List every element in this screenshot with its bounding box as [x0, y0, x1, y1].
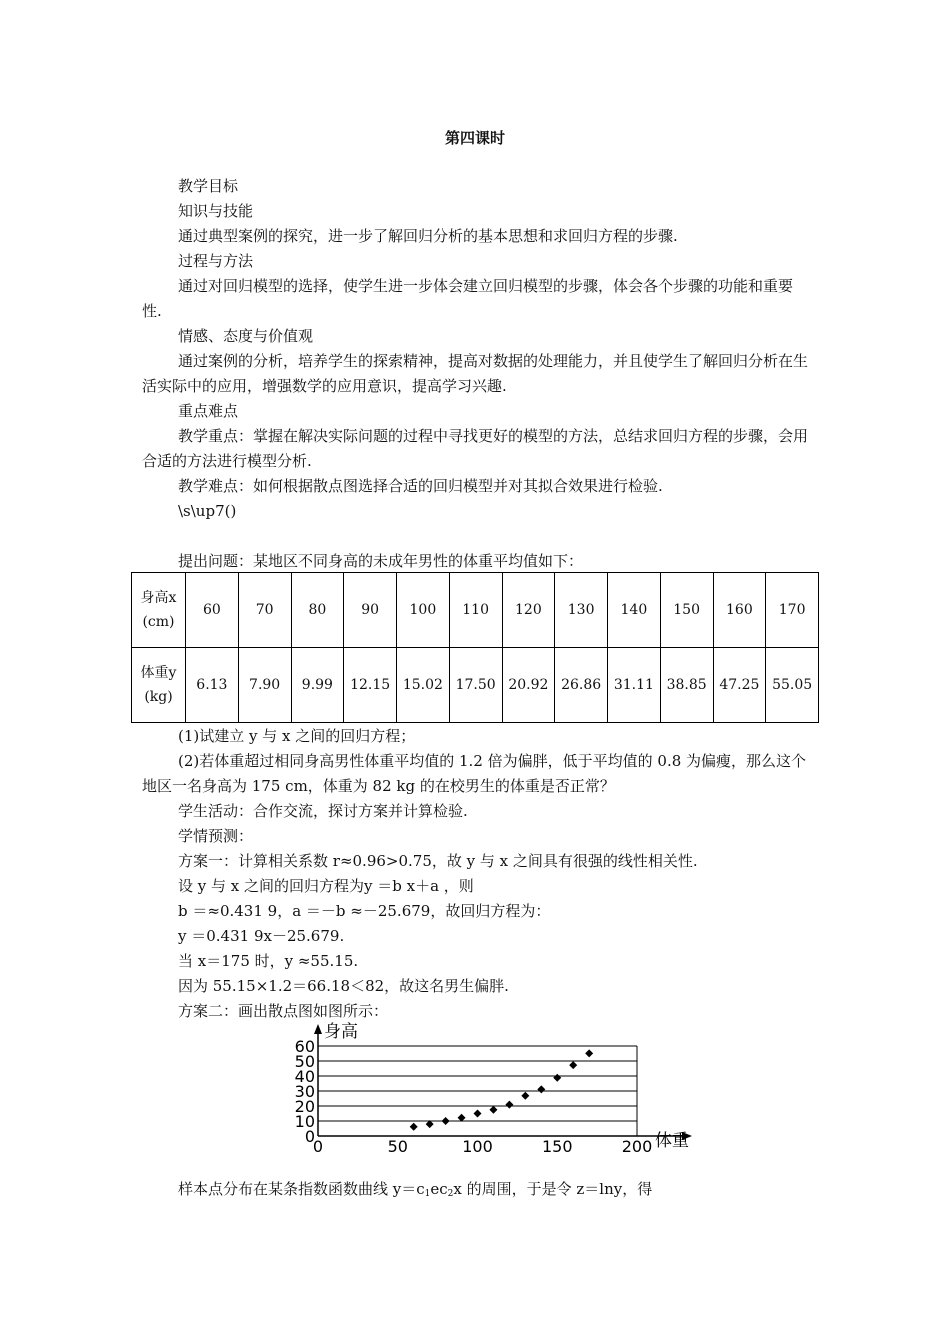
plan1-line6: 因为 55.15×1.2＝66.18＜82，故这名男生偏胖. [178, 977, 509, 995]
prediction-heading: 学情预测： [178, 827, 254, 845]
data-point [585, 1049, 593, 1057]
data-point [537, 1085, 545, 1093]
table-cell: 100 [397, 573, 450, 648]
knowledge-heading: 知识与技能 [178, 202, 254, 220]
focus-text: 教学重点：掌握在解决实际问题的过程中寻找更好的模型的方法，总结求回归方程的步骤，会用合适的方法进行模型分析. [142, 427, 809, 470]
problem-intro: 提出问题：某地区不同身高的未成年男性的体重平均值如下： [178, 552, 584, 570]
table-cell: 9.99 [291, 648, 344, 723]
table-cell: 70 [238, 573, 291, 648]
y-axis-arrow-icon [314, 1024, 322, 1034]
table-cell: 31.11 [608, 648, 661, 723]
y-axis-label: 身高 [324, 1022, 358, 1042]
table-row [132, 573, 819, 648]
table-cell: 80 [291, 573, 344, 648]
table-cell: 150 [660, 573, 713, 648]
y-tick-label: 50 [294, 1052, 315, 1071]
data-points [410, 1049, 593, 1130]
table-cell: 55.05 [766, 648, 819, 723]
table-cell: 26.86 [555, 648, 608, 723]
page-title: 第四课时 [444, 129, 505, 147]
table-cell: 12.15 [344, 648, 397, 723]
data-point [474, 1109, 482, 1117]
knowledge-text: 通过典型案例的探究，进一步了解回归分析的基本思想和求回归方程的步骤. [178, 227, 678, 245]
question-2: (2)若体重超过相同身高男性体重平均值的 1.2 倍为偏胖，低于平均值的 0.8 为偏瘦，那么这个地区一名身高为 175 cm，体重为 82 kg 的在校男生的体重是否正常？ [142, 752, 807, 795]
y-tick-label: 40 [294, 1067, 315, 1086]
x-axis-label: 体重 [655, 1131, 689, 1151]
final-text-post: x 的周围，于是令 z＝lny，得 [453, 1180, 653, 1198]
height-weight-table [131, 572, 819, 723]
difficulty-text: 教学难点：如何根据散点图选择合适的回归模型并对其拟合效果进行检验. [178, 477, 663, 495]
table-cell: 60 [186, 573, 239, 648]
emotion-text: 通过案例的分析，培养学生的探索精神，提高对数据的处理能力，并且使学生了解回归分析在生活实际中的应用，增强数学的应用意识，提高学习兴趣. [142, 352, 809, 395]
x-tick-label: 0 [312, 1137, 324, 1152]
plan2-line1: 方案二：画出散点图如图所示： [178, 1002, 389, 1020]
table-cell: 15.02 [397, 648, 450, 723]
row-header-weight: 体重y(kg) [132, 648, 186, 723]
plan1-line2: 设 y 与 x 之间的回归方程为y ＝b x＋a ，则 [178, 877, 474, 895]
y-tick-label: 30 [294, 1082, 315, 1101]
final-subscript-1: 1 [424, 1189, 431, 1199]
table-cell: 6.13 [186, 648, 239, 723]
table-cell: 140 [608, 573, 661, 648]
plan1-line4: y ＝0.431 9x－25.679. [178, 927, 345, 945]
data-point [553, 1074, 561, 1082]
data-point [442, 1117, 450, 1125]
y-tick-label: 20 [294, 1097, 315, 1116]
table-cell: 160 [713, 573, 766, 648]
y-tick-label: 0 [304, 1127, 315, 1146]
field-code-text: \s\up7() [178, 502, 237, 520]
table-cell: 120 [502, 573, 555, 648]
tick-labels [295, 1037, 653, 1152]
grid-lines [318, 1046, 637, 1136]
emotion-heading: 情感、态度与价值观 [178, 327, 314, 345]
table-cell: 20.92 [502, 648, 555, 723]
final-line [142, 1177, 812, 1207]
data-point [505, 1101, 513, 1109]
table-cell: 47.25 [713, 648, 766, 723]
table-cell: 130 [555, 573, 608, 648]
final-text-pre: 样本点分布在某条指数函数曲线 y＝c [178, 1180, 425, 1198]
question-1: (1)试建立 y 与 x 之间的回归方程； [178, 727, 416, 745]
data-point [410, 1123, 418, 1131]
table-cell: 90 [344, 573, 397, 648]
objectives-heading: 教学目标 [178, 177, 239, 195]
data-point [569, 1061, 577, 1069]
scatter-chart [280, 1018, 700, 1152]
process-heading: 过程与方法 [178, 252, 254, 270]
data-point [489, 1106, 497, 1114]
x-tick-label: 50 [387, 1137, 408, 1152]
plan1-line5: 当 x＝175 时，y ≈55.15. [178, 952, 359, 970]
y-tick-label: 60 [294, 1037, 315, 1056]
x-tick-label: 150 [541, 1137, 573, 1152]
final-text-mid: ec [430, 1180, 448, 1198]
x-tick-label: 200 [621, 1137, 653, 1152]
axes [314, 1024, 692, 1140]
table-row [132, 648, 819, 723]
table-cell: 7.90 [238, 648, 291, 723]
plan1-line1: 方案一：计算相关系数 r≈0.96>0.75，故 y 与 x 之间具有很强的线性相关性. [178, 852, 698, 870]
plan1-line3: b ＝≈0.431 9，a ＝－b ≈－25.679，故回归方程为： [178, 902, 551, 920]
y-tick-label: 10 [294, 1112, 315, 1131]
key-points-heading: 重点难点 [178, 402, 239, 420]
table-cell: 110 [449, 573, 502, 648]
table-cell: 17.50 [449, 648, 502, 723]
row-header-height: 身高x(cm) [132, 573, 186, 648]
data-point [521, 1092, 529, 1100]
final-subscript-2: 2 [447, 1189, 454, 1199]
table-cell: 170 [766, 573, 819, 648]
table-cell: 38.85 [660, 648, 713, 723]
x-tick-label: 100 [462, 1137, 493, 1152]
process-text: 通过对回归模型的选择，使学生进一步体会建立回归模型的步骤，体会各个步骤的功能和重要性. [142, 277, 794, 320]
activity-text: 学生活动：合作交流，探讨方案并计算检验. [178, 802, 468, 820]
